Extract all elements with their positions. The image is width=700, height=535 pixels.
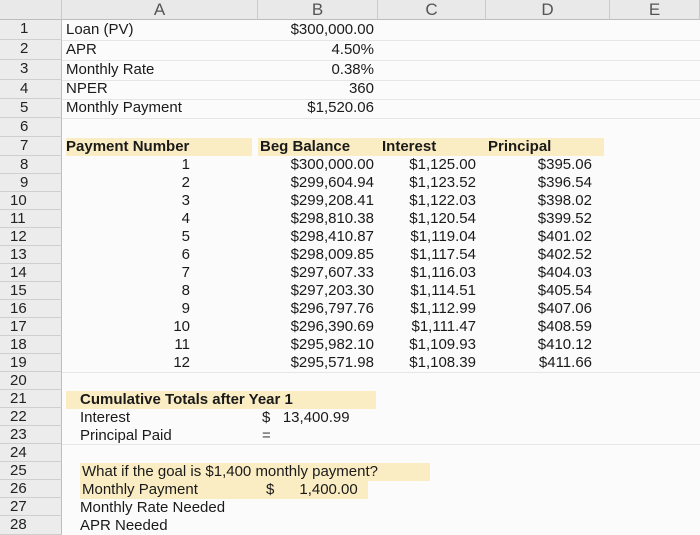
col-header-b[interactable]: B	[258, 0, 378, 20]
loan-label[interactable]: Loan (PV)	[66, 21, 134, 38]
monthly-payment-value[interactable]: $1,520.06	[307, 99, 374, 116]
principal-cell[interactable]: $398.02	[537, 192, 592, 209]
loan-value[interactable]: $300,000.00	[290, 21, 374, 38]
payment-number-cell[interactable]: 8	[181, 282, 190, 299]
row-header-23[interactable]: 23	[0, 426, 62, 444]
row-header-6[interactable]: 6	[0, 118, 62, 137]
cumulative-interest-label[interactable]: Interest	[80, 409, 131, 426]
row-header-9[interactable]: 9	[0, 174, 62, 192]
row-header-14[interactable]: 14	[0, 264, 62, 282]
principal-cell[interactable]: $401.02	[537, 228, 592, 245]
nper-label[interactable]: NPER	[66, 80, 108, 97]
row-header-26[interactable]: 26	[0, 480, 62, 498]
goal-question[interactable]: What if the goal is $1,400 monthly payment?	[80, 463, 430, 481]
cumulative-principal-label[interactable]: Principal Paid	[80, 427, 172, 444]
interest-cell[interactable]: $1,125.00	[409, 156, 476, 173]
goal-apr-label[interactable]: APR Needed	[80, 517, 168, 534]
row-header-4[interactable]: 4	[0, 80, 62, 99]
nper-value[interactable]: 360	[348, 80, 374, 97]
header-principal[interactable]: Principal	[486, 138, 604, 156]
payment-number-cell[interactable]: 10	[173, 318, 190, 335]
col-header-d[interactable]: D	[486, 0, 610, 20]
cumulative-title[interactable]: Cumulative Totals after Year 1	[66, 391, 376, 409]
row-header-12[interactable]: 12	[0, 228, 62, 246]
beg-balance-cell[interactable]: $300,000.00	[290, 156, 374, 173]
principal-cell[interactable]: $405.54	[537, 282, 592, 299]
payment-number-cell[interactable]: 2	[181, 174, 190, 191]
row-header-28[interactable]: 28	[0, 516, 62, 535]
row-header-27[interactable]: 27	[0, 498, 62, 516]
row-header-24[interactable]: 24	[0, 444, 62, 462]
row-header-20[interactable]: 20	[0, 372, 62, 390]
interest-cell[interactable]: $1,119.04	[410, 228, 476, 245]
goal-payment-value: $ 1,400.00	[266, 481, 358, 498]
principal-cell[interactable]: $410.12	[537, 336, 592, 353]
principal-cell[interactable]: $411.66	[538, 354, 592, 371]
row-header-1[interactable]: 1	[0, 20, 62, 40]
principal-cell[interactable]: $396.54	[537, 174, 592, 191]
beg-balance-cell[interactable]: $296,390.69	[290, 318, 374, 335]
row-header-16[interactable]: 16	[0, 300, 62, 318]
monthly-payment-label[interactable]: Monthly Payment	[66, 99, 182, 116]
cumulative-interest-value[interactable]: $ 13,400.99	[262, 409, 350, 426]
principal-cell[interactable]: $404.03	[537, 264, 592, 281]
beg-balance-cell[interactable]: $299,604.94	[290, 174, 374, 191]
principal-cell[interactable]: $402.52	[537, 246, 592, 263]
interest-cell[interactable]: $1,123.52	[409, 174, 476, 191]
row-header-15[interactable]: 15	[0, 282, 62, 300]
monthly-rate-label[interactable]: Monthly Rate	[66, 61, 155, 78]
principal-cell[interactable]: $407.06	[537, 300, 592, 317]
goal-rate-label[interactable]: Monthly Rate Needed	[80, 499, 226, 516]
principal-cell[interactable]: $395.06	[537, 156, 592, 173]
cumulative-principal-formula[interactable]: =	[262, 427, 271, 444]
row-header-5[interactable]: 5	[0, 99, 62, 118]
payment-number-cell[interactable]: 9	[181, 300, 190, 317]
beg-balance-cell[interactable]: $297,607.33	[290, 264, 374, 281]
row-header-13[interactable]: 13	[0, 246, 62, 264]
row-header-7[interactable]: 7	[0, 137, 62, 156]
interest-cell[interactable]: $1,116.03	[410, 264, 476, 281]
interest-cell[interactable]: $1,117.54	[410, 246, 476, 263]
interest-cell[interactable]: $1,120.54	[409, 210, 476, 227]
col-header-c[interactable]: C	[378, 0, 486, 20]
apr-label[interactable]: APR	[66, 41, 97, 58]
beg-balance-cell[interactable]: $298,009.85	[290, 246, 374, 263]
payment-number-cell[interactable]: 7	[181, 264, 190, 281]
monthly-rate-value[interactable]: 0.38%	[331, 61, 374, 78]
row-header-17[interactable]: 17	[0, 318, 62, 336]
principal-cell[interactable]: $408.59	[537, 318, 592, 335]
interest-cell[interactable]: $1,122.03	[409, 192, 476, 209]
beg-balance-cell[interactable]: $297,203.30	[290, 282, 374, 299]
interest-cell[interactable]: $1,109.93	[409, 336, 476, 353]
row-header-25[interactable]: 25	[0, 462, 62, 480]
interest-cell[interactable]: $1,114.51	[410, 282, 476, 299]
select-all-corner[interactable]	[0, 0, 62, 20]
payment-number-cell[interactable]: 6	[181, 246, 190, 263]
beg-balance-cell[interactable]: $298,410.87	[290, 228, 374, 245]
interest-cell[interactable]: $1,108.39	[409, 354, 476, 371]
beg-balance-cell[interactable]: $299,208.41	[290, 192, 374, 209]
row-header-21[interactable]: 21	[0, 390, 62, 408]
payment-number-cell[interactable]: 11	[174, 336, 190, 353]
apr-value[interactable]: 4.50%	[331, 41, 374, 58]
header-interest[interactable]: Interest	[378, 138, 486, 156]
col-header-a[interactable]: A	[62, 0, 258, 20]
goal-payment-label[interactable]	[80, 481, 368, 499]
row-header-2[interactable]: 2	[0, 40, 62, 60]
row-header-8[interactable]: 8	[0, 156, 62, 174]
row-header-3[interactable]: 3	[0, 60, 62, 80]
beg-balance-cell[interactable]: $298,810.38	[290, 210, 374, 227]
payment-number-cell[interactable]: 12	[173, 354, 190, 371]
row-header-19[interactable]: 19	[0, 354, 62, 372]
beg-balance-cell[interactable]: $295,982.10	[290, 336, 374, 353]
goal-payment-label-text: Monthly Payment	[82, 481, 198, 498]
beg-balance-cell[interactable]: $296,797.76	[290, 300, 374, 317]
col-header-e[interactable]: E	[610, 0, 700, 20]
principal-cell[interactable]: $399.52	[537, 210, 592, 227]
interest-cell[interactable]: $1,112.99	[410, 300, 476, 317]
payment-number-cell[interactable]: 3	[181, 192, 190, 209]
interest-cell[interactable]: $1,111.47	[411, 318, 476, 335]
row-header-18[interactable]: 18	[0, 336, 62, 354]
header-beg-balance[interactable]: Beg Balance	[258, 138, 378, 156]
row-header-22[interactable]: 22	[0, 408, 62, 426]
payment-number-cell[interactable]: 4	[181, 210, 190, 227]
beg-balance-cell[interactable]: $295,571.98	[290, 354, 374, 371]
row-header-11[interactable]: 11	[0, 210, 62, 228]
payment-number-cell[interactable]: 1	[181, 156, 190, 173]
header-payment-number[interactable]: Payment Number	[66, 138, 252, 156]
payment-number-cell[interactable]: 5	[181, 228, 190, 245]
row-header-10[interactable]: 10	[0, 192, 62, 210]
